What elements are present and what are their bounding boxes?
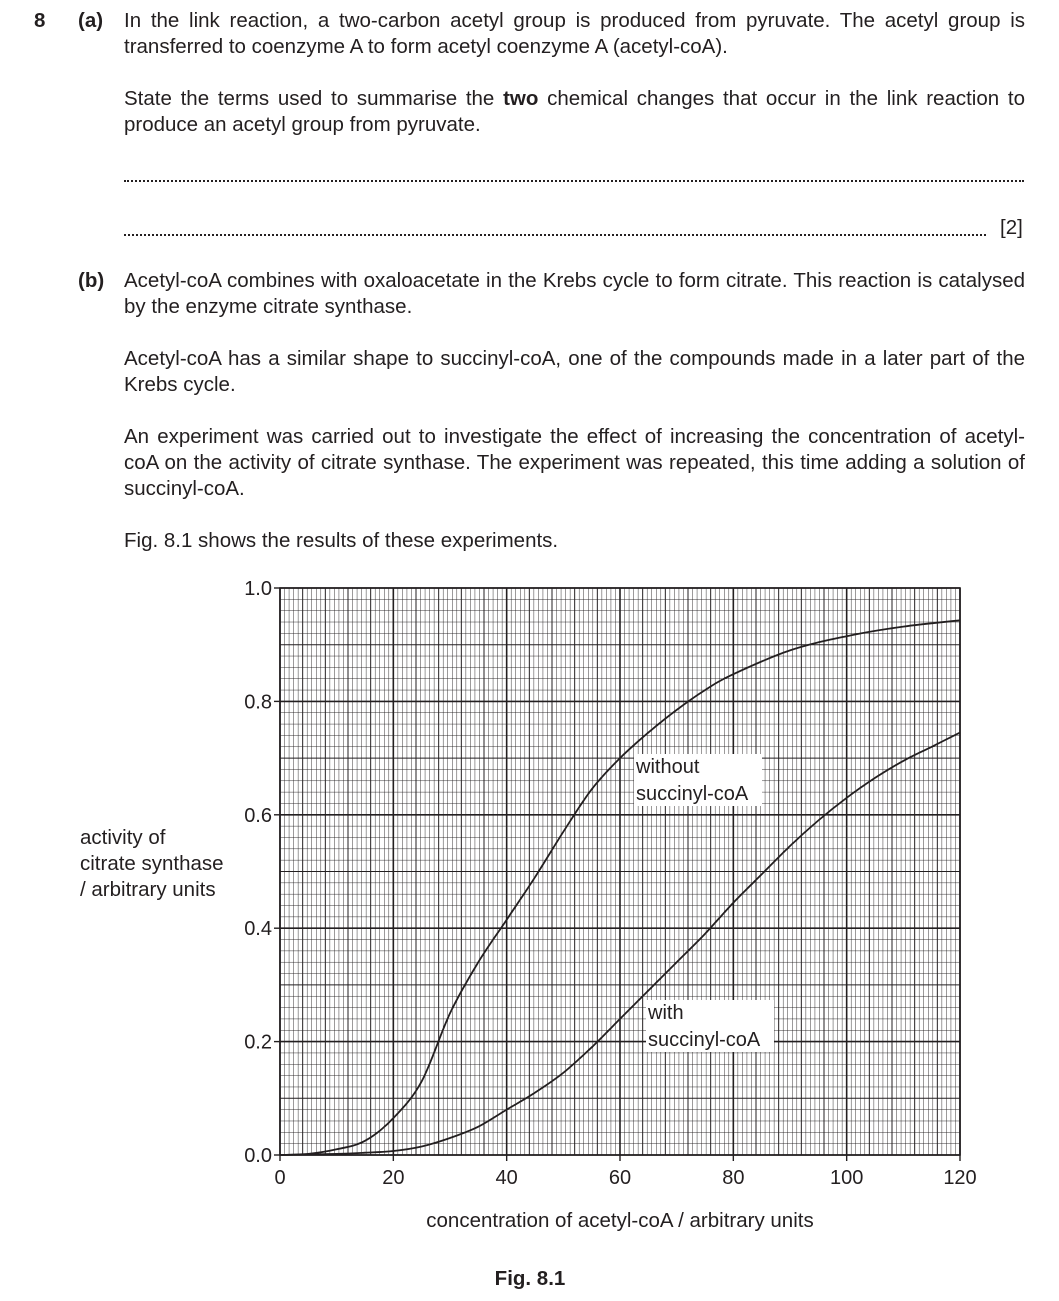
x-tick-label: 60: [608, 1167, 632, 1189]
part-a-intro: In the link reaction, a two-carbon acetyl group is produced from pyruvate. The acetyl group is transferred to coenzyme A to form acetyl coenzyme A (acetyl-coA).: [124, 9, 1025, 58]
marks-allocation: [2]: [1000, 216, 1023, 239]
x-tick-label: 0: [274, 1167, 286, 1189]
figure-caption: Fig. 8.1: [494, 1267, 566, 1290]
part-b-label: (b): [78, 269, 105, 292]
series-label-with-line: with: [648, 1002, 684, 1024]
series-label-with-line: succinyl-coA: [648, 1029, 761, 1051]
y-tick-label: 0.2: [244, 1031, 272, 1054]
x-tick-label: 80: [722, 1167, 745, 1189]
y-tick-label: 1.0: [244, 578, 272, 600]
x-tick-label: 120: [943, 1167, 977, 1189]
prompt-emphasis: two: [503, 87, 539, 110]
x-tick-label: 100: [829, 1167, 864, 1189]
part-b-paragraph-3: An experiment was carried out to investigate the effect of increasing the concentration of acetyl-coA on the activity of citrate synthase. The experiment was repeated, this time adding a solution of succinyl-coA.: [124, 425, 1025, 500]
prompt-text-end: chemical changes that occur in the link reaction to produce an acetyl group from pyruvate.: [124, 87, 1025, 136]
series-label-without-line: without: [636, 756, 700, 778]
y-tick-label: 0.0: [244, 1145, 272, 1167]
y-axis-label-line: activity of: [80, 826, 166, 849]
series-label-without-line: succinyl-coA: [636, 783, 749, 805]
part-b-paragraph-1: Acetyl-coA combines with oxaloacetate in the Krebs cycle to form citrate. This reaction is catalysed by the enzyme citrate synthase.: [124, 269, 1025, 318]
prompt-text-start: State the terms used to summarise the: [124, 87, 504, 110]
y-tick-label: 0.4: [244, 918, 272, 941]
y-axis-label-line: citrate synthase: [80, 852, 224, 875]
y-tick-label: 0.8: [244, 691, 272, 714]
x-axis-label: concentration of acetyl-coA / arbitrary units: [426, 1209, 814, 1232]
part-a-label: (a): [78, 9, 104, 32]
part-b-paragraph-2: Acetyl-coA has a similar shape to succinyl-coA, one of the compounds made in a later part of the Krebs cycle.: [124, 347, 1025, 396]
x-tick-label: 40: [495, 1167, 518, 1189]
part-b-paragraph-4: Fig. 8.1 shows the results of these experiments.: [124, 529, 559, 552]
x-tick-label: 20: [382, 1167, 405, 1189]
y-axis-label-line: / arbitrary units: [80, 878, 216, 901]
question-number: 8: [34, 9, 46, 32]
y-tick-label: 0.6: [244, 804, 272, 827]
